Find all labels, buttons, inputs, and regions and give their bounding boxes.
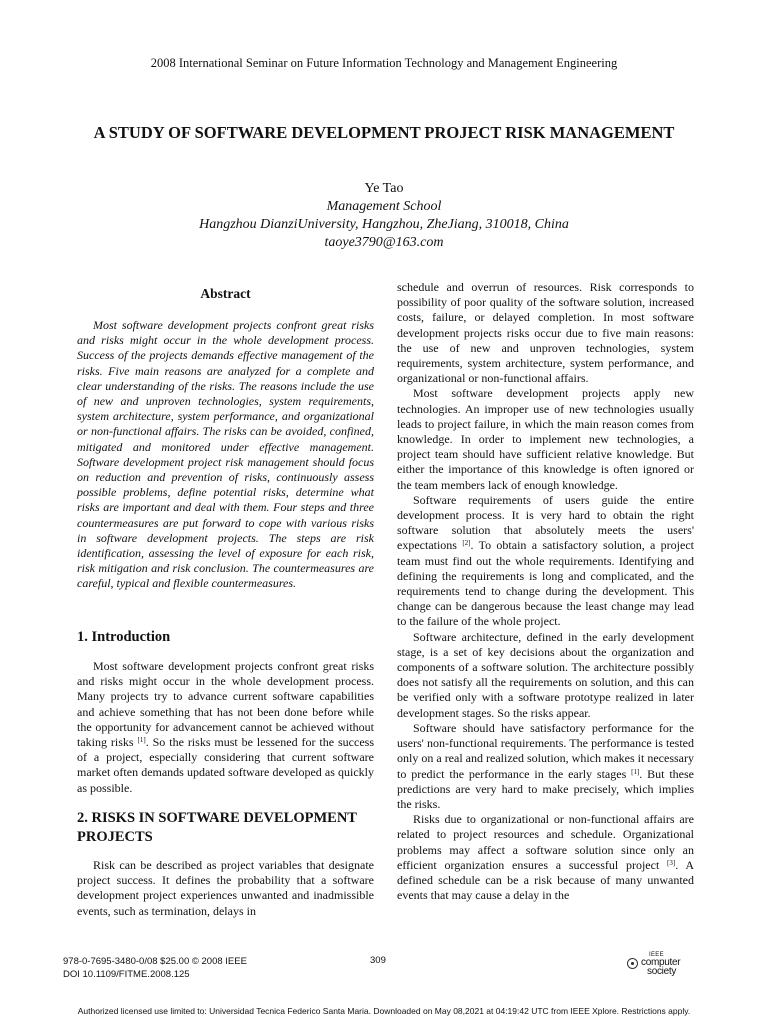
right-paragraph-1: schedule and overrun of resources. Risk corresponds to possibility of poor quality of the software solution, increased costs, failure, or delayed completion. In most software development projects risks occur due to five main reasons: the use of new and unproven technologies, system requirements, system architecture, system performance, and organizational or non-functional affairs. bbox=[397, 280, 694, 386]
globe-icon bbox=[627, 958, 638, 969]
citation-ref: [2] bbox=[462, 539, 471, 548]
risks-body bbox=[77, 858, 374, 919]
author-affiliation: Management School bbox=[326, 199, 442, 214]
abstract-body bbox=[77, 318, 374, 592]
right-paragraph-5 bbox=[397, 721, 694, 812]
ieee-computer-society-logo bbox=[627, 952, 689, 978]
intro-text-a: Most software development projects confront great risks and risks might occur in the whole development process. Many projects try to advance current software capabilities and achieve something that has not been done before while the opportunity for advancement cannot be achieved without taking risks bbox=[77, 659, 374, 750]
logo-computer: computer bbox=[641, 957, 681, 968]
license-notice: Authorized licensed use limited to: Universidad Tecnica Federico Santa Maria. Downloaded on May 08,2021 at 04:19:42 UTC from IEEE Xplore. Restrictions apply. bbox=[77, 1006, 691, 1016]
footer-publication-info bbox=[63, 955, 247, 981]
logo-ieee-text: IEEE bbox=[649, 952, 664, 958]
right-paragraph-2: Most software development projects apply new technologies. An improper use of new technologies usually leads to project failure, in which the main reason comes from knowledge. In order to implement new technologies, a project team should have sufficient relative knowledge. But either the importance of this knowledge is often ignored or the team members lack of enough knowledge. bbox=[397, 386, 694, 492]
abstract-heading: Abstract bbox=[200, 286, 251, 301]
page-number: 309 bbox=[370, 955, 386, 966]
introduction-paragraph bbox=[77, 659, 374, 796]
paper-title: A STUDY OF SOFTWARE DEVELOPMENT PROJECT RISK MANAGEMENT bbox=[93, 123, 675, 142]
citation-ref: [1] bbox=[137, 736, 146, 745]
footer-isbn: 978-0-7695-3480-0/08 $25.00 © 2008 IEEE bbox=[63, 956, 247, 967]
p3-text-b: . To obtain a satisfactory solution, a project team must find out the whole requirements. Identifying and defining the requirements is long and complicated, and the requirements tend to change during the development. This change can be dangerous because the least change may lead to the failure of the whole project. bbox=[397, 538, 694, 629]
logo-society: society bbox=[647, 966, 677, 977]
p6-text-b: . A defined schedule can be a risk because of many unwanted events that may cause a delay in the bbox=[397, 857, 694, 903]
footer-doi: DOI 10.1109/FITME.2008.125 bbox=[63, 969, 190, 980]
right-paragraph-3 bbox=[397, 493, 694, 630]
logo-computer-society-text bbox=[641, 958, 680, 976]
abstract-text: Most software development projects confront great risks and risks might occur in the whole development process. Success of the projects demands effective management of the risks. Five main reasons are analyzed for a complete and clear understanding of the risks. The reasons include the use of new and unproven technologies, system requirements, system architecture, system performance, and organizational or non-functional affairs. The risks can be avoided, confined, mitigated and monitored under effective management. Software development project risk management should focus on reduction and prevention of risks, continuously assess possible problems, define potential risks, determine what risks are important and deal with them. Four steps and three countermeasures are put forward to cope with various risks in software development projects. The steps are risk identification, assessing the level of exposure for each risk, risk mitigation and risk conclusion. The countermeasures are careful, typical and flexible countermeasures. bbox=[77, 318, 374, 591]
conference-header: 2008 International Seminar on Future Information Technology and Management Engineering bbox=[150, 56, 618, 70]
author-block bbox=[0, 180, 768, 252]
right-paragraph-4: Software architecture, defined in the early development stage, is a set of key decisions about the organization and components of a software solution. The architecture possibly does not satisfy all the requirements on solution, and this can be verified only with a software prototype realized in later development stages. So the risks appear. bbox=[397, 629, 694, 720]
p3-text-a: Software requirements of users guide the entire development process. It is very hard to obtain the right software solution that absolutely meets the users' expectations bbox=[397, 492, 694, 553]
citation-ref: [1] bbox=[631, 767, 640, 776]
right-column bbox=[397, 280, 694, 903]
p5-text-b: . But these predictions are very hard to make precisely, which implies the risks. bbox=[397, 766, 694, 811]
p6-text-a: Risks due to organizational or non-functional affairs are related to project resources and schedule. Organizational problems may affect a software solution since only an efficient organization ensures a successful project bbox=[397, 812, 694, 872]
author-name: Ye Tao bbox=[364, 181, 404, 196]
intro-text-b: . So the risks must be lessened for the success of a project, especially considering that current software market often demands updated software developed as quickly as possible. bbox=[77, 735, 374, 795]
author-institution: Hangzhou DianziUniversity, Hangzhou, ZheJiang, 310018, China bbox=[199, 217, 569, 232]
section-heading-introduction: 1. Introduction bbox=[77, 629, 171, 645]
right-paragraph-6 bbox=[397, 812, 694, 903]
author-email: taoye3790@163.com bbox=[324, 235, 444, 250]
risks-paragraph: Risk can be described as project variables that designate project success. It defines the probability that a software development project experiences unwanted and inadmissible events, such as termination, delays in bbox=[77, 858, 374, 918]
section-heading-risks: 2. RISKS IN SOFTWARE DEVELOPMENT PROJECTS bbox=[77, 810, 357, 845]
citation-ref: [3] bbox=[667, 858, 676, 867]
introduction-body bbox=[77, 659, 374, 796]
p5-text-a: Software should have satisfactory performance for the users' non-functional requirements. The performance is tested only on a real and realized solution, which makes it necessary to predict the performance in the early stages bbox=[397, 720, 694, 781]
